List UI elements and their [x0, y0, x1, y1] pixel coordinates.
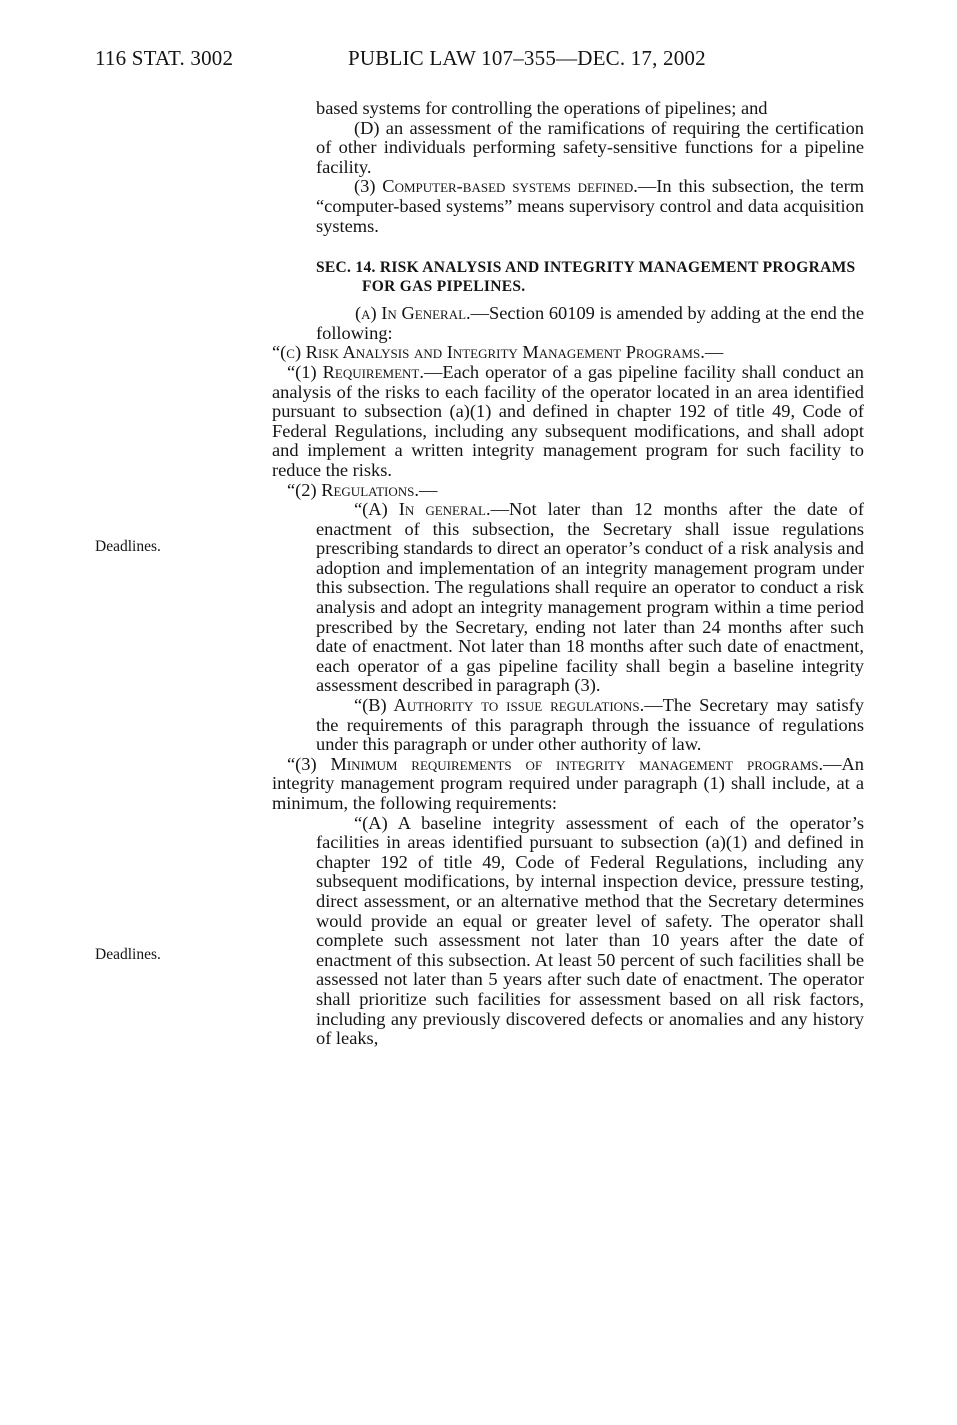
margin-note-deadlines: Deadlines.	[95, 538, 161, 555]
law-citation: PUBLIC LAW 107–355—DEC. 17, 2002	[348, 46, 706, 70]
paragraph	[234, 304, 864, 343]
subsection-heading	[272, 343, 864, 363]
paragraph: (D) an assessment of the ramifications of requiring the certification of other individuals performing safety-sensitive functions for a pipeline facility.	[316, 117, 864, 177]
paragraph: “(A) A baseline integrity assessment of each of the operator’s facilities in areas identified pursuant to subsection (a)(1) and defined in chapter 192 of title 49, Code of Federal Regulations, including any subsequent modifications, by internal inspection device, pressure testing, direct assessment, or an alternative method that the Secretary determines would provide an equal or greater level of safety. The operator shall complete such assessment not later than 10 years after the date of enactment of this subsection. At least 50 percent of such facilities shall be assessed not later than 5 years after such date of enactment. The operator shall prioritize such facilities for assessment based on all risk factors, including any previously discovered defects or anomalies and any history of leaks,	[316, 812, 864, 1049]
document-body	[272, 98, 865, 1049]
paragraph	[316, 696, 864, 755]
paragraph	[316, 177, 864, 236]
heading-inline: “(2) Regulations.—	[287, 479, 438, 500]
paragraph-text: —The Secretary may satisfy the requirements of this paragraph through the issuance of regulations under this paragraph or under other authority of law.	[316, 695, 864, 755]
heading-inline: “(3) Minimum requirements of integrity management programs.	[287, 753, 824, 774]
section-heading: SEC. 14. RISK ANALYSIS AND INTEGRITY MANAGEMENT PROGRAMS FOR GAS PIPELINES.	[316, 259, 856, 296]
paragraph-text: —An integrity management program required under paragraph (1) shall include, at a minimum, the following requirements:	[272, 753, 864, 813]
heading-inline: “(1) Requirement.	[287, 361, 424, 382]
subsection-heading	[272, 481, 864, 501]
heading-inline: “(B) Authority to issue regulations.	[354, 695, 645, 716]
margin-note-deadlines: Deadlines.	[95, 946, 161, 963]
paragraph	[272, 363, 864, 481]
paragraph-text: —Not later than 12 months after the date of enactment of this subsection, the Secretary shall issue regulations prescribing standards to direct an operator’s conduct of a risk analysis and adoption and implementation of an integrity management program under this subsection. The regulations shall require an operator to conduct a risk analysis and adopt an integrity management program within a time period prescribed by the Secretary, ending not later than 24 months after such date of enactment. Not later than 18 months after such date of enactment, each operator of a gas pipeline facility shall begin a baseline integrity assessment described in paragraph (3).	[316, 499, 864, 696]
heading-inline: (3) Computer-based systems defined.	[354, 176, 638, 197]
paragraph-text: —In this subsection, the term “computer-based systems” means supervisory control and data acquisition systems.	[316, 176, 864, 236]
paragraph: based systems for controlling the operations of pipelines; and	[316, 98, 768, 118]
heading-inline: “(A) In general.	[354, 499, 491, 520]
heading-inline: “(c) Risk Analysis and Integrity Management Programs.—	[272, 342, 724, 363]
paragraph-text: —Section 60109 is amended by adding at the end the following:	[316, 303, 864, 343]
heading-inline: (a) In General.	[355, 303, 471, 324]
stat-citation: 116 STAT. 3002	[95, 46, 234, 70]
paragraph	[272, 755, 864, 814]
paragraph	[316, 500, 864, 696]
paragraph-text: —Each operator of a gas pipeline facility shall conduct an analysis of the risks to each facility of the operator located in an area identified pursuant to subsection (a)(1) and defined in chapter 192 of title 49, Code of Federal Regulations, including any subsequent modifications, and shall adopt and implement a written integrity management program for such facility to reduce the risks.	[272, 361, 865, 480]
